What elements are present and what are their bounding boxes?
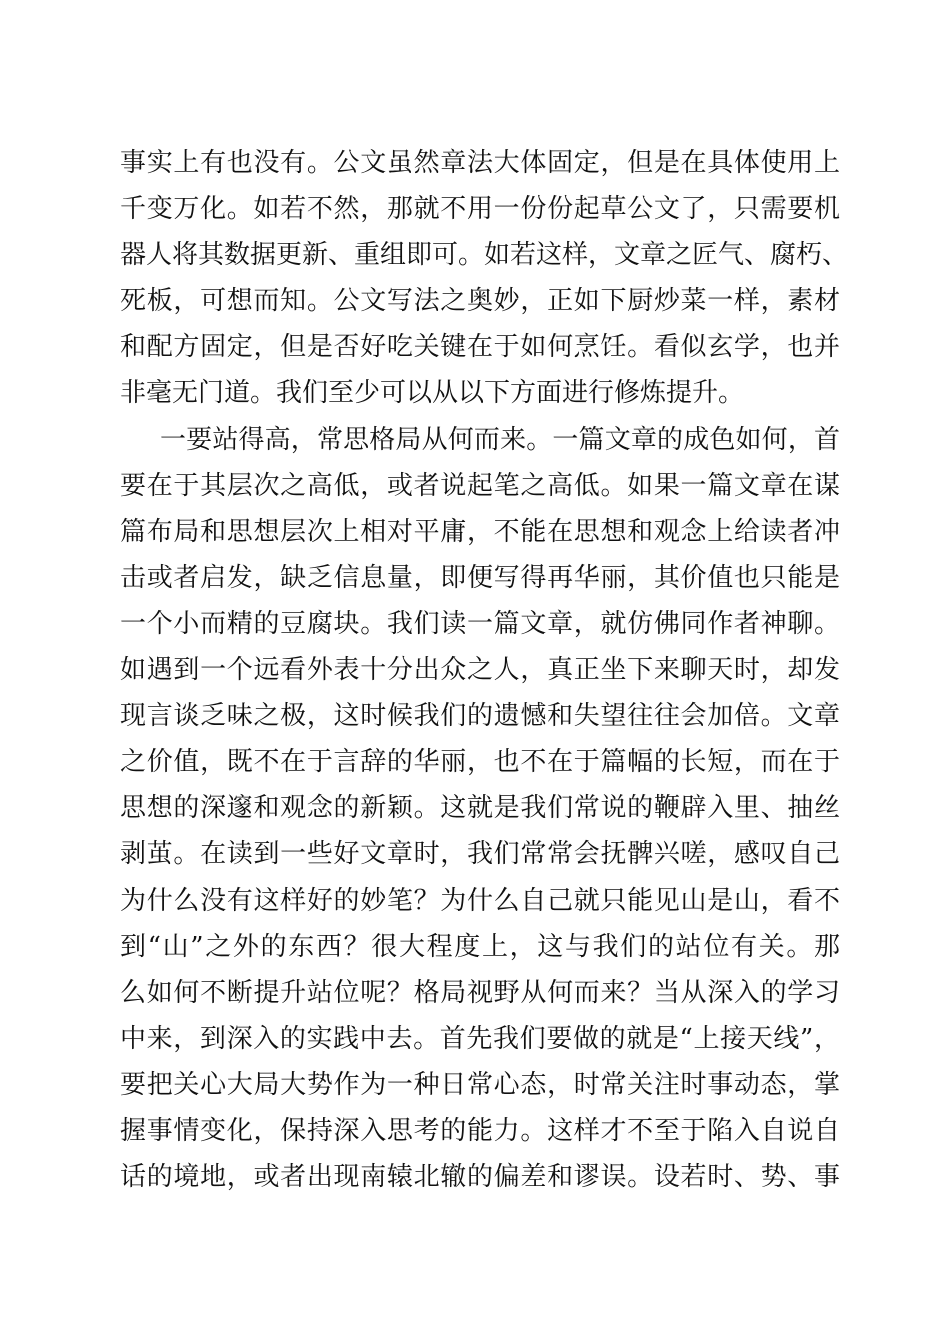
text-line: 剥茧。在读到一些好文章时，我们常常会抚髀兴嗟，感叹自己 [120, 839, 840, 870]
text-line: 一要站得高，常思格局从何而来。一篇文章的成色如何，首 [160, 424, 840, 455]
text-line: 非毫无门道。我们至少可以从以下方面进行修炼提升。 [120, 378, 745, 409]
text-line: 握事情变化，保持深入思考的能力。这样才不至于陷入自说自 [120, 1115, 840, 1146]
text-line: 一个小而精的豆腐块。我们读一篇文章，就仿佛同作者神聊。 [120, 608, 840, 639]
text-line: 如遇到一个远看外表十分出众之人，真正坐下来聊天时，却发 [120, 655, 840, 686]
text-line: 要把关心大局大势作为一种日常心态，时常关注时事动态，掌 [120, 1069, 840, 1100]
text-line: 事实上有也没有。公文虽然章法大体固定，但是在具体使用上 [120, 148, 840, 178]
text-line: 思想的深邃和观念的新颖。这就是我们常说的鞭辟入里、抽丝 [120, 793, 840, 824]
text-line: 中来，到深入的实践中去。首先我们要做的就是“上接天线”， [120, 1023, 840, 1054]
paragraph-1 [120, 140, 849, 417]
text-line: 死板，可想而知。公文写法之奥妙，正如下厨炒菜一样，素材 [120, 286, 840, 317]
text-line: 击或者启发，缺乏信息量，即便写得再华丽，其价值也只能是 [120, 562, 840, 593]
body-text [120, 140, 849, 1200]
text-line: 篇布局和思想层次上相对平庸，不能在思想和观念上给读者冲 [120, 516, 840, 547]
text-line: 到“山”之外的东西？很大程度上，这与我们的站位有关。那 [120, 931, 840, 962]
text-line: 千变万化。如若不然，那就不用一份份起草公文了，只需要机 [120, 194, 840, 225]
text-line: 现言谈乏味之极，这时候我们的遗憾和失望往往会加倍。文章 [120, 701, 840, 732]
text-line: 和配方固定，但是否好吃关键在于如何烹饪。看似玄学，也并 [120, 332, 840, 363]
paragraph-2 [120, 417, 840, 1201]
text-line: 话的境地，或者出现南辕北辙的偏差和谬误。设若时、势、事 [120, 1162, 840, 1193]
text-line: 要在于其层次之高低，或者说起笔之高低。如果一篇文章在谋 [120, 470, 840, 501]
text-line: 么如何不断提升站位呢？格局视野从何而来？当从深入的学习 [120, 977, 840, 1008]
text-line: 器人将其数据更新、重组即可。如若这样，文章之匠气、腐朽、 [120, 240, 849, 271]
text-line: 为什么没有这样好的妙笔？为什么自己就只能见山是山，看不 [120, 885, 840, 916]
text-line: 之价值，既不在于言辞的华丽，也不在于篇幅的长短，而在于 [120, 747, 840, 778]
